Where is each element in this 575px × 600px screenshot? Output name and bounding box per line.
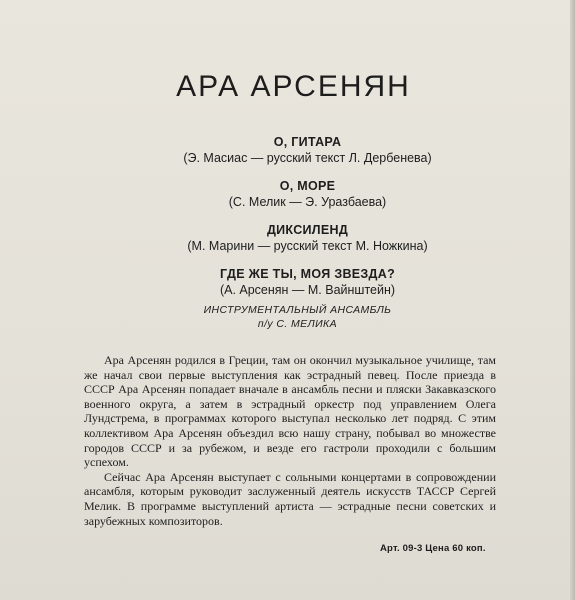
track-credit: (М. Марини — русский текст М. Ножкина)	[187, 239, 428, 253]
biography-paragraph: Сейчас Ара Арсенян выступает с сольными концертами в сопровождении ансамбля, которым руководит заслуженный деятель искусств ТАССР Сергей Мелик. В программе выступлений артиста — эстрадные песни советских и зарубежных композиторов.	[84, 469, 496, 528]
track-item	[0, 178, 575, 210]
track-credit: (А. Арсенян — М. Вайнштейн)	[219, 283, 396, 297]
track-title: О, МОРЕ	[279, 179, 336, 193]
track-credit: (Э. Масиас — русский текст Л. Дербенева)	[183, 151, 432, 165]
track-title: ДИКСИЛЕНД	[266, 223, 349, 237]
ensemble-director: п/у С. МЕЛИКА	[257, 318, 338, 330]
track-credit: (С. Мелик — Э. Уразбаева)	[228, 195, 387, 209]
track-list	[0, 134, 575, 310]
ensemble-name: ИНСТРУМЕНТАЛЬНЫЙ АНСАМБЛЬ	[203, 304, 392, 316]
track-title: ГДЕ ЖЕ ТЫ, МОЯ ЗВЕЗДА?	[219, 267, 396, 281]
track-item	[0, 134, 575, 166]
catalog-price: Арт. 09-3 Цена 60 коп.	[380, 543, 486, 554]
track-item	[0, 266, 575, 298]
track-title: О, ГИТАРА	[273, 135, 342, 149]
artist-title: АРА АРСЕНЯН	[176, 70, 411, 103]
ensemble-credit	[0, 303, 575, 331]
track-item	[0, 222, 575, 254]
biography-text	[84, 353, 496, 528]
biography-paragraph: Ара Арсенян родился в Греции, там он окончил музыкальное училище, там же начал свои первые выступления как эстрадный певец. После приезда в СССР Ара Арсенян попадает вначале в ансамбль песни и пляски Закавказского военного округа, а затем в эстрадный оркестр под управлением Олега Лундстрема, в программах которого выступал несколько лет подряд. С этим коллективом Ара Арсенян объездил всю нашу страну, побывал во множестве городов СССР и за рубежом, и везде его гастроли проходили с большим успехом.	[84, 353, 496, 470]
